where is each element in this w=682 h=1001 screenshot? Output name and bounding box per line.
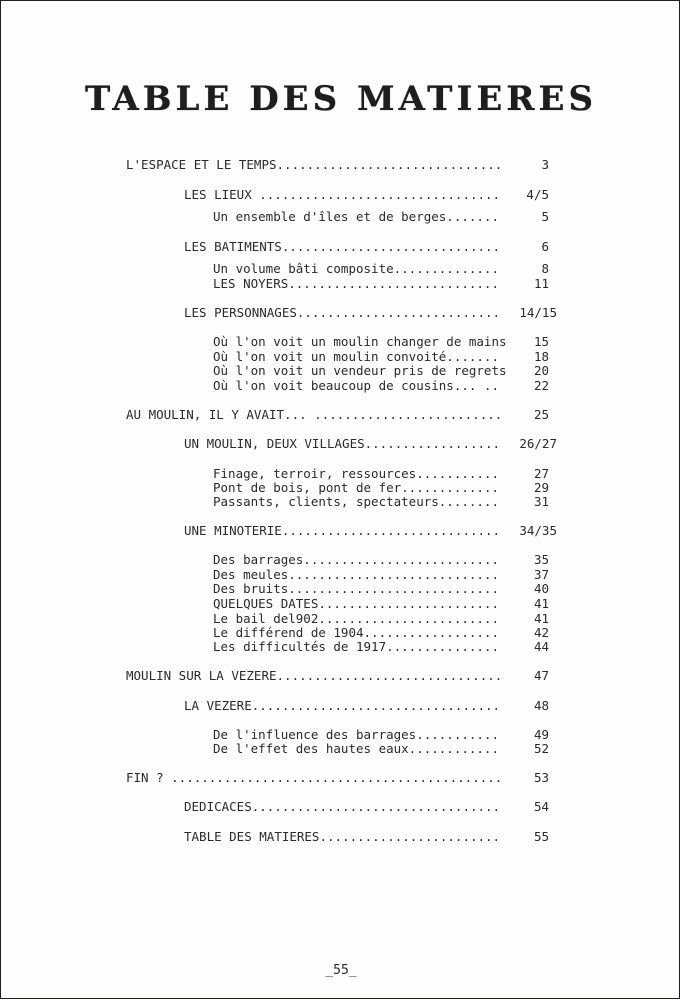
toc-entry-label: L'ESPACE ET LE TEMPS.............................. [126,157,503,172]
toc-entry [213,466,499,481]
toc-page-number: 18 [533,349,549,364]
toc-page-number: 41 [533,611,549,626]
toc-page-number: 5 [541,209,549,224]
toc-entry [126,157,502,172]
toc-page-number: 26/27 [519,436,557,451]
page-footer-number: _55_ [325,963,357,978]
toc-entry-label: UNE MINOTERIE............................. [184,523,501,538]
toc-entry [213,334,507,349]
toc-page-number: 15 [533,334,549,349]
toc-entry-label: DEDICACES................................. [184,799,501,814]
toc-page-number: 22 [533,378,549,393]
toc-entry-label: Le différend de 1904.................. [213,625,499,640]
toc-entry-label: Des meules............................ [213,567,499,582]
toc-page-number: 53 [533,770,549,785]
toc-entry [213,639,499,654]
toc-entry-label: Où l'on voit un vendeur pris de regrets [213,363,507,378]
toc-entry [184,305,500,320]
toc-entry [213,349,499,364]
toc-entry [184,829,500,844]
toc-entry-label: LA VEZERE................................. [184,698,501,713]
toc-page-number: 11 [533,276,549,291]
toc-page-number: 34/35 [519,523,557,538]
toc-entry [213,276,499,291]
toc-page-number: 42 [533,625,549,640]
toc-entry-label: De l'effet des hautes eaux............ [213,741,499,756]
toc-entry [213,741,499,756]
toc-entry [213,363,507,378]
toc-page-number: 20 [533,363,549,378]
toc-entry [184,436,500,451]
toc-entry [184,799,500,814]
toc-entry [213,596,499,611]
toc-entry-label: Un ensemble d'îles et de berges....... [213,209,499,224]
toc-entry-label: Pont de bois, pont de fer............. [213,480,499,495]
toc-entry-label: Un volume bâti composite.............. [213,261,499,276]
toc-page-number: 31 [533,494,549,509]
toc-entry-label: Les difficultés de 1917............... [213,639,499,654]
toc-entry [184,239,500,254]
toc-page-number: 4/5 [526,187,549,202]
toc-entry [184,187,500,202]
toc-entry [213,378,499,393]
toc-entry [184,698,500,713]
toc-page-number: 27 [533,466,549,481]
toc-page-number: 35 [533,552,549,567]
toc-entry-label: Des bruits............................ [213,581,499,596]
toc-page-number: 49 [533,727,549,742]
toc-entry-label: Le bail del902........................ [213,611,499,626]
toc-entry [213,611,499,626]
toc-page-number: 6 [541,239,549,254]
toc-page-number: 54 [533,799,549,814]
page-title: TABLE DES MATIERES [84,79,597,119]
toc-entry-label: Où l'on voit beaucoup de cousins... .. [213,378,499,393]
toc-entry-label: Où l'on voit un moulin changer de mains [213,334,507,349]
toc-entry-label: FIN ? ............................................ [126,770,503,785]
toc-entry [213,552,499,567]
toc-page-number: 8 [541,261,549,276]
toc-entry [213,581,499,596]
toc-entry-label: UN MOULIN, DEUX VILLAGES.................. [184,436,501,451]
toc-entry-label: Où l'on voit un moulin convoité....... [213,349,499,364]
toc-entry-label: LES LIEUX ................................ [184,187,501,202]
toc-entry [213,209,499,224]
toc-entry [213,625,499,640]
toc-entry-label: Passants, clients, spectateurs........ [213,494,499,509]
toc-entry-label: Finage, terroir, ressources........... [213,466,499,481]
toc-page-number: 41 [533,596,549,611]
toc-page-number: 37 [533,567,549,582]
toc-entry-label: MOULIN SUR LA VEZERE.............................. [126,668,503,683]
toc-page-number: 44 [533,639,549,654]
toc-entry [126,407,502,422]
toc-entry-label: LES BATIMENTS............................. [184,239,501,254]
toc-page-number: 14/15 [519,305,557,320]
toc-entry [126,770,502,785]
toc-page-number: 48 [533,698,549,713]
toc-entry-label: AU MOULIN, IL Y AVAIT... ......................... [126,407,503,422]
toc-page-number: 47 [533,668,549,683]
toc-entry-label: TABLE DES MATIERES........................ [184,829,501,844]
toc-entry [213,261,499,276]
toc-entry-label: QUELQUES DATES........................ [213,596,499,611]
toc-entry-label: LES PERSONNAGES........................... [184,305,501,320]
toc-entry [213,727,499,742]
toc-page-number: 52 [533,741,549,756]
toc-entry [213,567,499,582]
table-of-contents [1,1,681,1000]
toc-page-number: 40 [533,581,549,596]
toc-page-number: 55 [533,829,549,844]
toc-entry-label: LES NOYERS............................ [213,276,499,291]
toc-entry-label: Des barrages.......................... [213,552,499,567]
toc-entry [126,668,502,683]
toc-page-number: 29 [533,480,549,495]
toc-page-number: 25 [533,407,549,422]
toc-page-number: 3 [541,157,549,172]
toc-entry-label: De l'influence des barrages........... [213,727,499,742]
toc-entry [184,523,500,538]
toc-entry [213,480,499,495]
toc-entry [213,494,499,509]
